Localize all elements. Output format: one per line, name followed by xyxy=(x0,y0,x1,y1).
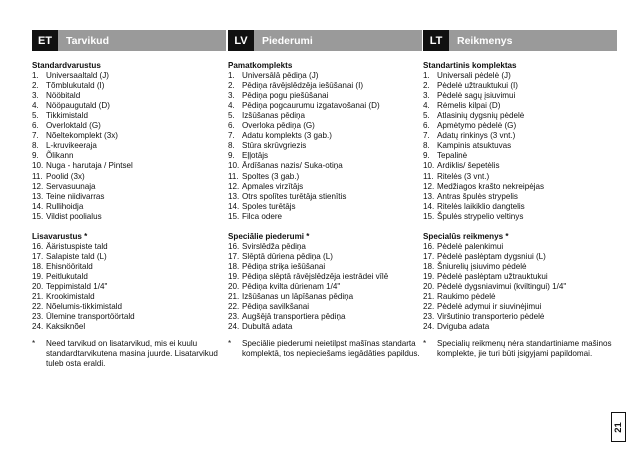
section-title-optional: Speciālie piederumi * xyxy=(228,231,310,241)
item-number: 12. xyxy=(228,181,240,191)
item-number: 5. xyxy=(228,111,235,121)
item-text: Dviguba adata xyxy=(437,322,490,332)
item-text: Ääristuspiste tald xyxy=(46,241,108,251)
list-item xyxy=(228,202,422,212)
list-item xyxy=(423,322,617,332)
list-item xyxy=(228,212,422,222)
list-item xyxy=(423,252,617,262)
language-code-badge: LT xyxy=(423,30,449,51)
item-text: Universālā pēdiņa (J) xyxy=(242,71,319,81)
item-text: Universaaltald (J) xyxy=(46,71,109,81)
item-text: Universali pėdelė (J) xyxy=(437,71,511,81)
item-text: Nööbitald xyxy=(46,91,81,101)
item-text: Rėmelis kilpai (D) xyxy=(437,101,501,111)
list-item xyxy=(228,91,422,101)
list-item xyxy=(228,182,422,192)
item-number: 10. xyxy=(228,161,240,171)
list-item xyxy=(228,111,422,121)
item-number: 19. xyxy=(228,271,240,281)
item-number: 24. xyxy=(228,322,240,332)
item-text: Ritelės laikiklio dangtelis xyxy=(437,201,525,211)
item-text: L-kruvikeeraja xyxy=(46,141,97,151)
list-item xyxy=(32,252,226,262)
page-number-box xyxy=(611,412,626,442)
item-number: 18. xyxy=(423,261,435,271)
item-number: 7. xyxy=(32,131,39,141)
item-number: 16. xyxy=(423,241,435,251)
optional-list xyxy=(228,242,422,332)
item-text: Filca odere xyxy=(242,211,283,221)
item-number: 20. xyxy=(423,281,435,291)
list-item xyxy=(423,192,617,202)
item-text: Õlikann xyxy=(46,151,74,161)
list-item xyxy=(228,252,422,262)
list-item xyxy=(32,192,226,202)
list-item xyxy=(228,192,422,202)
item-text: Pėdelė adymui ir siuvinėjimui xyxy=(437,302,542,312)
item-number: 3. xyxy=(423,91,430,101)
list-item xyxy=(228,312,422,322)
list-item xyxy=(423,71,617,81)
item-number: 22. xyxy=(228,302,240,312)
item-text: Pėdelė paslėptam užtrauktukui xyxy=(437,271,548,281)
item-text: Adatų rinkinys (3 vnt.) xyxy=(437,131,516,141)
item-number: 22. xyxy=(423,302,435,312)
page-number: 21 xyxy=(612,421,624,433)
item-text: Nõeltekomplekt (3x) xyxy=(46,131,118,141)
item-number: 3. xyxy=(32,91,39,101)
list-item xyxy=(423,242,617,252)
item-text: Apmėtymo pėdelė (G) xyxy=(437,121,517,131)
item-number: 9. xyxy=(32,151,39,161)
list-item xyxy=(32,172,226,182)
item-number: 1. xyxy=(228,71,235,81)
list-item xyxy=(32,302,226,312)
list-item xyxy=(423,161,617,171)
item-number: 8. xyxy=(228,141,235,151)
item-number: 2. xyxy=(423,81,430,91)
column-header xyxy=(228,30,422,51)
item-text: Spoltes (3 gab.) xyxy=(242,171,300,181)
list-item xyxy=(423,111,617,121)
item-number: 12. xyxy=(423,181,435,191)
list-item xyxy=(32,91,226,101)
item-number: 17. xyxy=(228,251,240,261)
item-number: 1. xyxy=(423,71,430,81)
list-item xyxy=(423,182,617,192)
item-text: Augšējā transportiera pēdiņa xyxy=(242,312,346,322)
column-lv xyxy=(228,30,422,359)
column-body xyxy=(423,51,617,359)
item-number: 14. xyxy=(423,201,435,211)
item-text: Šniurelių įsiuvimo pėdelė xyxy=(437,261,527,271)
item-text: Otrs spolītes turētāja stienītis xyxy=(242,191,347,201)
item-number: 8. xyxy=(423,141,430,151)
item-text: Medžiagos krašto nekreipėjas xyxy=(437,181,545,191)
item-text: Tõmblukutald (I) xyxy=(46,81,105,91)
list-item xyxy=(228,282,422,292)
footnote xyxy=(228,339,422,359)
item-text: Eļļotājs xyxy=(242,151,269,161)
footnote-star: * xyxy=(423,339,427,349)
item-text: Apmales virzītājs xyxy=(242,181,304,191)
list-item xyxy=(32,111,226,121)
item-number: 4. xyxy=(32,101,39,111)
item-text: Viršutinio transporterio pėdelė xyxy=(437,312,545,322)
item-text: Pėdelė dygsniavimui (kviltingui) 1/4" xyxy=(437,281,567,291)
footnote xyxy=(32,339,226,369)
list-item xyxy=(32,182,226,192)
item-number: 11. xyxy=(228,171,239,181)
list-item xyxy=(423,302,617,312)
list-item xyxy=(228,151,422,161)
list-item xyxy=(423,131,617,141)
item-number: 6. xyxy=(228,121,235,131)
list-item xyxy=(32,272,226,282)
item-text: Pēdiņa pogcaurumu izgatavošanai (D) xyxy=(242,101,380,111)
item-text: Overloktald (G) xyxy=(46,121,101,131)
list-item xyxy=(228,272,422,282)
item-number: 21. xyxy=(423,292,435,302)
item-text: Nuga - harutaja / Pintsel xyxy=(46,161,133,171)
list-item xyxy=(423,272,617,282)
column-header xyxy=(32,30,226,51)
footnote xyxy=(423,339,617,359)
item-number: 2. xyxy=(228,81,235,91)
item-number: 16. xyxy=(228,241,240,251)
item-number: 20. xyxy=(32,281,44,291)
standard-list xyxy=(32,71,226,222)
item-text: Izšūšanas un lāpīšanas pēdiņa xyxy=(242,292,354,302)
list-item xyxy=(423,172,617,182)
item-number: 13. xyxy=(228,191,240,201)
item-text: Krookimistald xyxy=(46,292,95,302)
item-number: 10. xyxy=(32,161,44,171)
item-text: Antras špulės strypelis xyxy=(437,191,518,201)
list-item xyxy=(423,141,617,151)
item-text: Teppimistald 1/4" xyxy=(46,281,108,291)
item-number: 19. xyxy=(423,271,435,281)
item-text: Pēdiņa kvilta dūrienam 1/4" xyxy=(242,281,341,291)
column-body xyxy=(32,51,226,369)
item-number: 23. xyxy=(228,312,240,322)
footnote-text: Speciālie piederumi neietilpst mašīnas standarta komplektā, tos nepieciešams iegādāties papildus. xyxy=(242,339,420,359)
list-item xyxy=(32,202,226,212)
column-lt xyxy=(423,30,617,359)
item-text: Pēdiņa striķa iešūšanai xyxy=(242,261,326,271)
item-number: 20. xyxy=(228,281,240,291)
list-item xyxy=(228,161,422,171)
list-item xyxy=(423,262,617,272)
list-item xyxy=(32,131,226,141)
item-number: 11. xyxy=(423,171,434,181)
item-number: 5. xyxy=(423,111,430,121)
list-item xyxy=(228,101,422,111)
item-text: Overloka pēdiņa (G) xyxy=(242,121,315,131)
item-number: 6. xyxy=(423,121,430,131)
item-text: Pėdelė palenkimui xyxy=(437,241,504,251)
item-text: Pėdelė sagų įsiuvimui xyxy=(437,91,516,101)
list-item xyxy=(228,81,422,91)
list-item xyxy=(423,101,617,111)
item-number: 13. xyxy=(423,191,435,201)
item-text: Pėdelė užtrauktukui (I) xyxy=(437,81,518,91)
item-number: 10. xyxy=(423,161,435,171)
section-title-standard: Standartinis komplektas xyxy=(423,61,517,70)
item-number: 21. xyxy=(228,292,240,302)
language-code-badge: LV xyxy=(228,30,254,51)
footnote-star: * xyxy=(32,339,36,349)
column-title: Piederumi xyxy=(262,34,313,47)
list-item xyxy=(32,161,226,171)
item-number: 7. xyxy=(423,131,430,141)
column-title: Tarvikud xyxy=(66,34,109,47)
item-number: 4. xyxy=(423,101,430,111)
item-number: 17. xyxy=(423,251,435,261)
standard-list xyxy=(228,71,422,222)
list-item xyxy=(32,141,226,151)
item-text: Spoles turētājs xyxy=(242,201,296,211)
list-item xyxy=(228,131,422,141)
column-header xyxy=(423,30,617,51)
item-text: Adatu komplekts (3 gab.) xyxy=(242,131,332,141)
list-item xyxy=(32,81,226,91)
item-text: Pēdiņa slēptā rāvējslēdzēja iestrādei vīlē xyxy=(242,271,389,281)
item-text: Ritelės (3 vnt.) xyxy=(437,171,490,181)
standard-list xyxy=(423,71,617,222)
item-text: Slēptā dūriena pēdiņa (L) xyxy=(242,251,333,261)
section-title-optional: Lisavarustus * xyxy=(32,231,88,241)
item-text: Pėdelė paslėptam dygsniui (L) xyxy=(437,251,546,261)
item-number: 15. xyxy=(423,211,435,221)
list-item xyxy=(423,292,617,302)
list-item xyxy=(32,71,226,81)
item-text: Vildist poolialus xyxy=(46,211,102,221)
item-number: 5. xyxy=(32,111,39,121)
item-text: Kampinis atsuktuvas xyxy=(437,141,512,151)
footnote-star: * xyxy=(228,339,232,349)
item-number: 14. xyxy=(32,201,44,211)
item-number: 16. xyxy=(32,241,44,251)
item-number: 4. xyxy=(228,101,235,111)
item-text: Teine niidivarras xyxy=(46,191,105,201)
item-number: 8. xyxy=(32,141,39,151)
list-item xyxy=(423,312,617,322)
item-number: 13. xyxy=(32,191,44,201)
section-title-optional: Specialūs reikmenys * xyxy=(423,231,509,241)
list-item xyxy=(228,322,422,332)
item-text: Ülemine transportöörtald xyxy=(46,312,135,322)
item-number: 6. xyxy=(32,121,39,131)
item-number: 17. xyxy=(32,251,44,261)
item-text: Ardiklis/ šepetėlis xyxy=(437,161,500,171)
item-number: 24. xyxy=(32,322,44,332)
item-number: 18. xyxy=(32,261,44,271)
item-text: Svirslēdža pēdiņa xyxy=(242,241,306,251)
item-number: 9. xyxy=(423,151,430,161)
list-item xyxy=(423,121,617,131)
item-text: Salapiste tald (L) xyxy=(46,251,107,261)
item-number: 1. xyxy=(32,71,39,81)
item-text: Poolid (3x) xyxy=(46,171,85,181)
list-item xyxy=(228,141,422,151)
item-text: Pēdiņa pogu piešūšanai xyxy=(242,91,329,101)
footnote-text: Need tarvikud on lisatarvikud, mis ei kuulu standardtarvikutena masina juurde. Lisatarvikud tuleb osta eraldi. xyxy=(46,339,218,369)
list-item xyxy=(228,302,422,312)
item-number: 22. xyxy=(32,302,44,312)
list-item xyxy=(423,282,617,292)
item-number: 2. xyxy=(32,81,39,91)
item-text: Špulės strypelio veltinys xyxy=(437,211,524,221)
list-item xyxy=(423,91,617,101)
item-text: Nööpaugutald (D) xyxy=(46,101,110,111)
item-text: Pēdiņa rāvējslēdzēja iešūšanai (I) xyxy=(242,81,364,91)
list-item xyxy=(32,101,226,111)
list-item xyxy=(423,212,617,222)
language-code-badge: ET xyxy=(32,30,58,51)
column-et xyxy=(32,30,226,369)
item-text: Peitlukutald xyxy=(46,271,88,281)
list-item xyxy=(32,322,226,332)
footnote-text: Specialių reikmenų nėra standartiniame mašinos komplekte, jie turi būti įsigyjami papildomai. xyxy=(437,339,612,359)
item-number: 3. xyxy=(228,91,235,101)
item-text: Servasuunaja xyxy=(46,181,96,191)
item-text: Atlasinių dygsnių pėdelė xyxy=(437,111,525,121)
item-text: Nõelumis-tikkimistald xyxy=(46,302,123,312)
optional-list xyxy=(423,242,617,332)
section-title-standard: Standardvarustus xyxy=(32,61,101,70)
item-text: Stūra skrūvgriezis xyxy=(242,141,307,151)
list-item xyxy=(32,242,226,252)
list-item xyxy=(423,202,617,212)
item-number: 7. xyxy=(228,131,235,141)
item-number: 9. xyxy=(228,151,235,161)
list-item xyxy=(32,282,226,292)
list-item xyxy=(423,81,617,91)
item-number: 18. xyxy=(228,261,240,271)
list-item xyxy=(228,262,422,272)
item-text: Pēdiņa savilkšanai xyxy=(242,302,310,312)
item-number: 14. xyxy=(228,201,240,211)
item-number: 24. xyxy=(423,322,435,332)
list-item xyxy=(228,172,422,182)
list-item xyxy=(228,242,422,252)
section-title-standard: Pamatkomplekts xyxy=(228,61,293,70)
item-number: 15. xyxy=(228,211,240,221)
list-item xyxy=(228,292,422,302)
item-number: 23. xyxy=(423,312,435,322)
list-item xyxy=(32,121,226,131)
list-item xyxy=(32,262,226,272)
list-item xyxy=(228,71,422,81)
list-item xyxy=(32,292,226,302)
item-text: Raukimo pėdelė xyxy=(437,292,496,302)
item-number: 12. xyxy=(32,181,44,191)
column-body xyxy=(228,51,422,359)
list-item xyxy=(32,212,226,222)
list-item xyxy=(32,151,226,161)
item-text: Tikkimistald xyxy=(46,111,88,121)
item-number: 23. xyxy=(32,312,44,322)
item-text: Dubultā adata xyxy=(242,322,293,332)
list-item xyxy=(32,312,226,322)
optional-list xyxy=(32,242,226,332)
item-text: Rullihoidja xyxy=(46,201,84,211)
item-number: 21. xyxy=(32,292,44,302)
item-number: 15. xyxy=(32,211,44,221)
list-item xyxy=(228,121,422,131)
item-text: Izšūšanas pēdiņa xyxy=(242,111,305,121)
item-text: Ārdīšanas nazis/ Suka-otiņa xyxy=(242,161,343,171)
list-item xyxy=(423,151,617,161)
item-number: 11. xyxy=(32,171,43,181)
item-text: Kaksiknõel xyxy=(46,322,86,332)
item-number: 19. xyxy=(32,271,44,281)
item-text: Ehisnööritald xyxy=(46,261,93,271)
column-title: Reikmenys xyxy=(457,34,513,47)
item-text: Tepalinė xyxy=(437,151,468,161)
